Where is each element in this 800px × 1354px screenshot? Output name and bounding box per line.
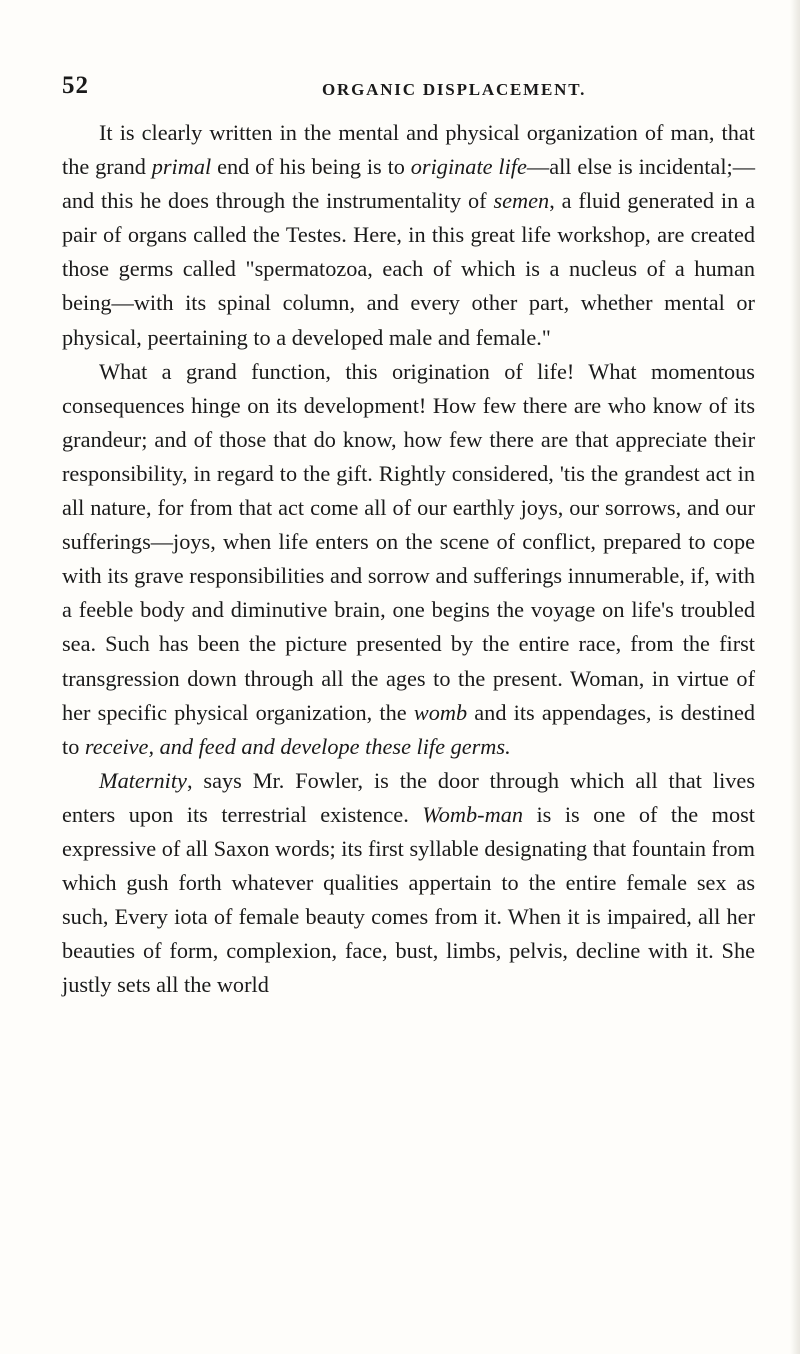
text-run: and its appendages, is destined to xyxy=(62,699,755,759)
italic-run: primal xyxy=(151,154,212,180)
text-run: What a grand function, this origination of life! What momentous consequences hinge on its development! How few there are who know of its grandeur; and of those that do know, how few there are that appreciate their responsibility, in regard to the gift. Rightly considered, 'tis the grandest act in all nature, for from that act come all of our earthly joys, our sorrows, and our sufferings—joys, when life enters on the scene of conflict, prepared to cope with its grave responsibilities and sorrow and sufferings innumerable, if, with a feeble body and diminutive brain, one begins the voyage on life's troubled sea. Such has been the picture presented by the entire race, from the first transgression down through all the ages to the present. Woman, in virtue of her specific physical organization, the xyxy=(62,358,755,725)
paragraph-3 xyxy=(62,764,755,1003)
text-run: end of his being is to xyxy=(211,154,411,180)
page-number: 52 xyxy=(62,72,89,99)
paragraph-2 xyxy=(62,355,755,764)
text-run: , a fluid generated in a pair of organs called the Testes. Here, in this great life workshop, are created those germs called "spermatozoa, each of which is a nucleus of a human being—with its spinal column, and every other part, whether mental or physical, peertaining to a developed male and female." xyxy=(62,188,756,350)
italic-run: originate life xyxy=(410,154,527,180)
text-run: It is clearly written in the mental and physical organization of man, that the grand xyxy=(62,120,755,180)
italic-run: semen xyxy=(493,188,550,214)
paragraph-1 xyxy=(62,116,755,355)
italic-run: Maternity xyxy=(99,767,187,793)
running-title: ORGANIC DISPLACEMENT. xyxy=(322,80,587,99)
page-edge-shadow xyxy=(790,0,800,1354)
text-run: , says Mr. Fowler, is the door through which all that lives enters upon its terrestrial existence. xyxy=(62,767,755,827)
italic-run: womb xyxy=(413,699,468,725)
text-run: is is one of the most expressive of all Saxon words; its first syllable designating that fountain from which gush forth whatever qualities appertain to the entire female sex as such, Every iota of female beauty comes from it. When it is impaired, all her beauties of form, complexion, face, bust, limbs, pelvis, decline with it. She justly sets all the world xyxy=(62,801,755,998)
page-header xyxy=(62,72,762,112)
text-run: —all else is incidental;—and this he does through the instrumentality of xyxy=(62,154,756,214)
body-text xyxy=(62,116,755,1002)
italic-run: Womb-man xyxy=(422,801,523,827)
italic-run: receive, and feed and develope these life germs. xyxy=(84,733,511,759)
